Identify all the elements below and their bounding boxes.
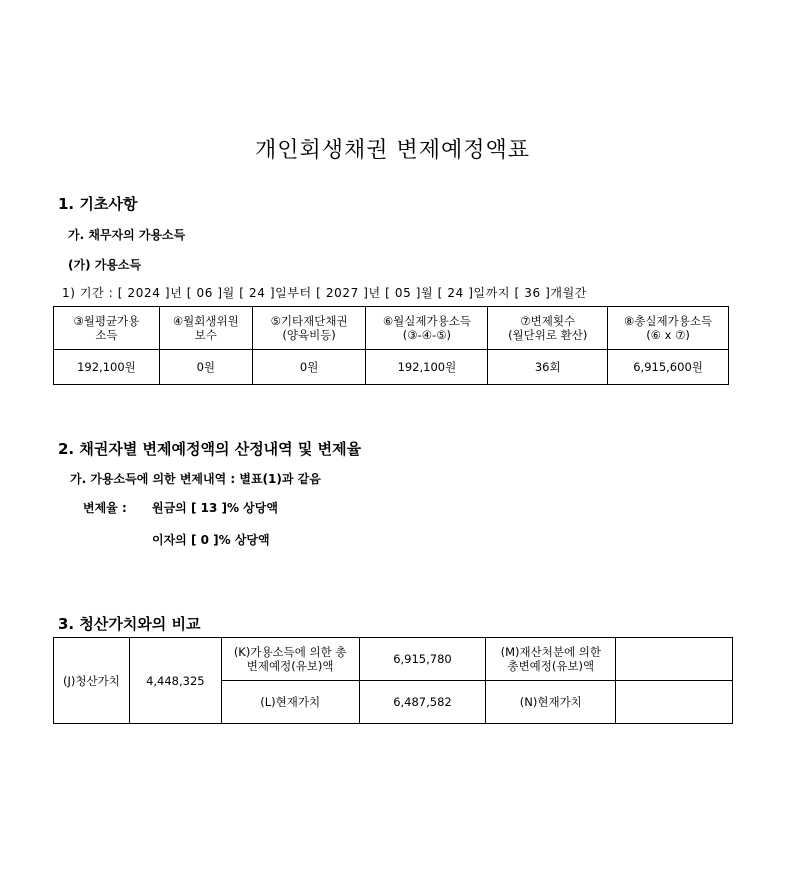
period-line	[62, 284, 587, 301]
interest-rate: 이자의 [ 0 ]% 상당액	[152, 533, 270, 547]
value-cell: 192,100원	[366, 350, 488, 385]
rate-label: 변제율 :	[83, 501, 127, 515]
header-cell: ⑧총실제가용소득 (⑥ x ⑦)	[608, 307, 729, 350]
period-start-month: 06	[196, 286, 213, 300]
period-prefix: 1) 기간 : [	[62, 286, 124, 300]
period-text-year-2: ]년 [	[363, 286, 391, 300]
page-title: 개인회생채권 변제예정액표	[254, 138, 531, 163]
value-cell: 6,915,600원	[608, 350, 729, 385]
section1-sub-a1: (가) 가용소득	[68, 258, 142, 272]
principal-rate: 원금의 [ 13 ]% 상당액	[152, 501, 278, 515]
section3-heading: 3. 청산가치와의 비교	[58, 615, 201, 633]
liquidation-table	[53, 637, 733, 724]
section2-sub-a: 가. 가용소득에 의한 변제내역 : 별표(1)과 같음	[70, 472, 321, 486]
header-cell: ③월평균가용 소득	[54, 307, 160, 350]
header-cell: ⑥월실제가용소득 (③-④-⑤)	[366, 307, 488, 350]
header-cell: ⑤기타재단채권 (양육비등)	[252, 307, 366, 350]
value-cell: 36회	[488, 350, 608, 385]
n-label-cell: (N)현재가치	[486, 681, 616, 724]
value-cell: 192,100원	[54, 350, 160, 385]
k-value-cell: 6,915,780	[359, 638, 486, 681]
period-text-from: ]일부터 [	[269, 286, 322, 300]
period-end-year: 2027	[325, 286, 359, 300]
period-text-until: ]일까지 [	[468, 286, 520, 300]
l-label-cell: (L)현재가치	[221, 681, 359, 724]
income-table-header-row	[54, 307, 729, 350]
period-end-day: 24	[447, 286, 464, 300]
period-months: 36	[524, 286, 541, 300]
section1-sub-a: 가. 채무자의 가용소득	[68, 228, 186, 242]
period-end-month: 05	[394, 286, 412, 300]
period-start-day: 24	[248, 286, 266, 300]
period-text-month: ]월 [	[217, 286, 245, 300]
n-value-cell	[616, 681, 733, 724]
k-label-cell: (K)가용소득에 의한 총 변제예정(유보)액	[221, 638, 359, 681]
period-text-suffix: ]개월간	[545, 286, 587, 300]
liquidation-row-1	[54, 638, 733, 681]
m-value-cell	[616, 638, 733, 681]
j-label-cell: (J)청산가치	[54, 638, 130, 724]
income-table	[53, 306, 729, 385]
header-cell: ④월회생위원 보수	[159, 307, 252, 350]
period-text-year: ]년 [	[164, 286, 193, 300]
income-table-value-row	[54, 350, 729, 385]
value-cell: 0원	[159, 350, 252, 385]
period-text-month-2: ]월 [	[415, 286, 443, 300]
header-cell: ⑦변제횟수 (월단위로 환산)	[488, 307, 608, 350]
section1-heading: 1. 기초사항	[58, 195, 138, 213]
l-value-cell: 6,487,582	[359, 681, 486, 724]
value-cell: 0원	[252, 350, 366, 385]
section2-heading: 2. 채권자별 변제예정액의 산정내역 및 변제율	[58, 440, 362, 458]
j-value-cell: 4,448,325	[129, 638, 221, 724]
period-start-year: 2024	[127, 286, 161, 300]
m-label-cell: (M)재산처분에 의한 총변예정(유보)액	[486, 638, 616, 681]
